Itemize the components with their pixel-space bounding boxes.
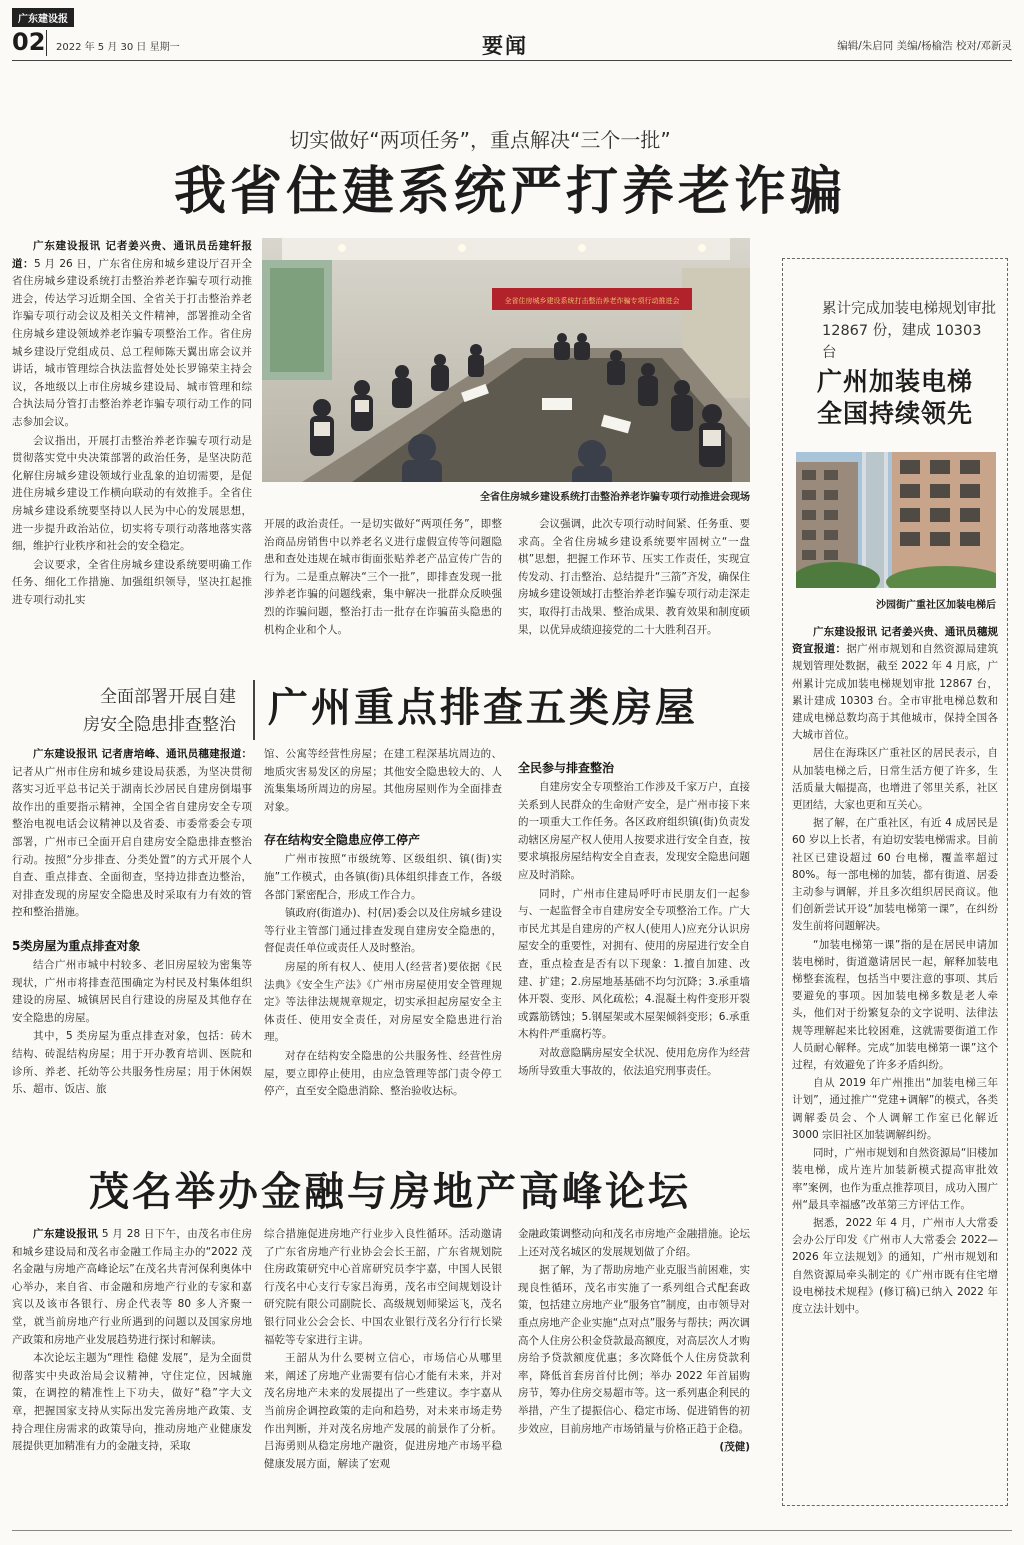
article1-paragraph: 开展的政治责任。一是切实做好“两项任务”，即整治商品房销售中以养老名义进行虚假宣传等问题隐患和查处违规在城市街面张贴养老产品宣传广告的行为。二是重点解决“三个一批”，即排查发现一批涉养老诈骗的问题线索，集中解决一批群众反映强烈的诈骗问题，整治打击一批存在诈骗苗头隐患的机构企业和个人。 (264, 518, 502, 636)
article3-column-3 (518, 1226, 750, 1458)
masthead (12, 8, 1012, 60)
article2-kicker (36, 683, 236, 739)
sidebar-byline: 广东建设报讯 记者姜兴贵、通讯员穗规资宣报道： (792, 626, 998, 656)
elevator-photo-caption: 沙园街广重社区加装电梯后 (876, 600, 996, 611)
article2-paragraph: 同时，广州市住建局呼吁市民朋友们一起参与、一起监督全市自建房安全专项整治工作。广大市民尤其是自建房的产权人(使用人)应充分认识房屋安全的重要性，对拥有、使用的房屋进行安全自查，重点检查是否有以下现象：1.擅自加建、改建、扩建；2.房屋地基基础不均匀沉降；3.承重墙体开裂、变形、风化疏松；4.混凝土构件变形开裂或露筋锈蚀；5.钢屋架或木屋架倾斜变形；6.承重木构件严重腐朽等。 (518, 887, 750, 1041)
article2-paragraph: 结合广州市城中村较多、老旧房屋较为密集等现状，广州市将排查范围确定为村民及村集体组织建设的房屋、城镇居民自行建设的房屋及其他存在安全隐患的房屋。 (12, 958, 252, 1024)
elevator-photo-image (796, 452, 996, 588)
sidebar-paragraph: “加装电梯第一课”指的是在居民申请加装电梯时，街道邀请居民一起，解释加装电梯整套流程，包括当中要注意的事项、其后要避免的事项。因加装电梯多数是老人牵头，他们对于纷繁复杂的文字说明、法律法规等理解起来比较困难，这就需要街道工作人员耐心解释。完成“加装电梯第一课”这个过程，有效避免了许多矛盾纠纷。 (792, 938, 998, 1072)
article2-paragraph: 其中，5 类房屋为重点排查对象，包括：砖木结构、砖混结构房屋；用于开办教育培训、医院和诊所、养老、托幼等公共服务性房屋；用于休闲娱乐、超市、饭店、旅 (12, 1030, 252, 1096)
article2-headline: 广州重点排查五类房屋 (268, 684, 698, 731)
article3-headline: 茂名举办金融与房地产高峰论坛 (89, 1168, 691, 1215)
article2-subhead: 5类房屋为重点排查对象 (12, 938, 141, 953)
article1-column-3 (518, 516, 750, 640)
article1-paragraph: 5 月 26 日，广东省住房和城乡建设厅召开全省住房城乡建设系统打击整治养老诈骗专项行动推进会，传达学习近期全国、全省关于打击整治养老诈骗专项行动会议及相关文件精神，部署推动全省住房城乡建设领域养老诈骗专项整治工作。省住房城乡建设厅党组成员、总工程师陈天翼出席会议并讲话，城市管理综合执法监督处处长罗锦荣主持会议，各地级以上市住房城乡建设局、城市管理和综合执法局分管打击整治养老诈骗专项行动工作的同志参加会议。 (12, 257, 252, 428)
sidebar-headline (792, 366, 998, 430)
article2-paragraph: 馆、公寓等经营性房屋；在建工程深基坑周边的、地质灾害易发区的房屋；其他安全隐患较大的、人流集集场所周边的房屋。其他房屋则作为全面排查对象。 (264, 748, 502, 813)
sidebar-body (792, 624, 998, 1319)
meeting-photo-caption: 全省住房城乡建设系统打击整治养老诈骗专项行动推进会现场 (480, 492, 750, 503)
elevator-photo (796, 452, 996, 588)
article2-paragraph: 镇政府(街道办)、村(居)委会以及住房城乡建设等行业主管部门通过排查发现自建房安全隐患的，督促责任单位或责任人及时整治。 (264, 907, 502, 955)
article1-headline: 我省住建系统严打养老诈骗 (173, 161, 846, 222)
article2-divider (253, 680, 255, 740)
article3-paragraph: 金融政策调整动向和茂名市房地产金融措施。论坛上还对茂名城区的发展规划做了介绍。 (518, 1228, 750, 1258)
meeting-photo-image (262, 238, 750, 482)
sidebar-paragraph: 同时，广州市规划和自然资源局“旧楼加装电梯，成片连片加装新模式提高审批效率”案例，也作为重点推荐项目，成功入围广州“最具幸福感”改革第三方评估工作。 (792, 1147, 998, 1211)
article2-byline: 广东建设报讯 记者唐培峰、通讯员穗建报道： (33, 748, 252, 760)
article2-paragraph: 自建房安全专项整治工作涉及千家万户，直接关系到人民群众的生命财产安全，是广州市接下来的一项重大工作任务。各区政府组织镇(街)负责发动辖区房屋产权人使用人按要求进行安全自查，按要求填报房屋结构安全自查表，发现安全隐患问题应及时消除。 (518, 781, 750, 881)
article2-kicker-line: 房安全隐患排查整治 (83, 715, 236, 735)
footer-rule (12, 1530, 1012, 1531)
header-rule (12, 60, 1012, 61)
meeting-photo (262, 238, 750, 482)
page-number: 02 (12, 28, 46, 56)
article2-column-3 (518, 758, 750, 1081)
sidebar-paragraph: 据悉，2022 年 4 月，广州市人大常委会办公厅印发《广州市人大常委会 2022—2026 年立法规划》的通知，广州市规划和自然资源局牵头制定的《广州市既有住宅增设电梯技术规程》(修订稿)已纳入 2022 年度立法计划中。 (792, 1216, 998, 1315)
article2-paragraph: 广州市按照“市级统筹、区级组织、镇(街)实施”工作模式，由各镇(街)具体组织排查工作，各级各部门紧密配合，形成工作合力。 (264, 853, 502, 901)
article3-paragraph: 5 月 28 日下午，由茂名市住房和城乡建设局和茂名市金融工作局主办的“2022 茂名金融与房地产高峰论坛”在茂名共青河保利奥体中心举办，来自省、市金融和房地产行业的专家和嘉宾以及该市各银行、房企代表等 80 多人齐聚一堂，就当前房地产行业所遇到的问题以及国家房地产政策和房地产业发展趋势进行探讨和解读。 (12, 1228, 253, 1346)
photo-banner-text: 全省住房城乡建设系统打击整治养老诈骗专项行动推进会 (504, 297, 680, 305)
article2-column-2 (264, 746, 502, 1102)
article3-signoff: (茂健) (719, 1441, 750, 1454)
editors-credit: 编辑/朱启同 美编/杨榆浩 校对/邓新灵 (837, 40, 1012, 52)
sidebar-paragraph: 居住在海珠区广重社区的居民表示，自从加装电梯之后，日常生活方便了许多，生活质量大幅提高，也增进了邻里关系，社区更团结，大家也更和互关心。 (792, 747, 998, 812)
sidebar-headline-line: 广州加装电梯 (816, 367, 973, 396)
paper-name: 广东建设报 (12, 8, 74, 27)
article3-column-2 (264, 1226, 502, 1474)
article1-column-2 (264, 516, 502, 640)
article1-kicker: 切实做好“两项任务”，重点解决“三个一批” (289, 128, 671, 152)
sidebar-paragraph: 据广州市规划和自然资源局建筑规划管理处数据，截至 2022 年 4 月底，广州累计完成加装电梯规划审批 12867 台，累计建成 10303 台。全市审批电梯总数和建成电梯总数均高于其他城市，保持全国各大城市首位。 (792, 643, 999, 742)
article1-paragraph: 会议要求，全省住房城乡建设系统要明确工作任务、细化工作措施、加强组织领导，坚决扛起推进专项行动扎实 (12, 558, 252, 606)
article2-paragraph: 对存在结构安全隐患的公共服务性、经营性房屋，要立即停止使用，由应急管理等部门责令停工停产，直至安全隐患消除、整治验收达标。 (264, 1049, 502, 1098)
article2-paragraph: 记者从广州市住房和城乡建设局获悉，为坚决贯彻落实习近平总书记关于湖南长沙居民自建房倒塌事故作出的重要指示精神，全国全省自建房安全专项整治电视电话会议精神以及省委、市委常委会专项部署，广州市已全面开启自建房安全隐患排查整治行动。按照“分步排查、分类处置”的方式开展个人自查、重点排查、全面彻查，坚持边排查边整治，对排查发现的房屋安全隐患及时采取有力有效的管控和整治措施。 (12, 765, 252, 919)
article1-paragraph: 会议指出，开展打击整治养老诈骗专项行动是贯彻落实党中央决策部署的政治任务，是坚决防范化解住房城乡建设领域行业乱象的迫切需要，是促进住房城乡建设工作横向联动的有效推手。全省住房城乡建设系统要坚持以人民为中心的发展思想，进一步提升政治站位，切实将专项行动落地落实落细，维护行业秩序和社会的安全稳定。 (12, 434, 252, 553)
sidebar-headline-line: 全国持续领先 (816, 399, 973, 428)
article3-byline: 广东建设报讯 (33, 1228, 99, 1240)
article2-column-1 (12, 746, 252, 1100)
article2-subhead: 全民参与排查整治 (518, 761, 615, 775)
article2-kicker-line: 全面部署开展自建 (100, 687, 236, 707)
article2-subhead: 存在结构安全隐患应停工停产 (264, 833, 421, 848)
article3-paragraph: 据了解，为了帮助房地产业克服当前困难，实现良性循环，茂名市实施了一系列组合式配套政策，包括建立房地产业“服务官”制度，由市领导对重点房地产企业实施“点对点”服务与帮扶；两次调高个人住房公积金贷款最高额度，对高层次人才购房给予贷款额度优惠；多次降低个人住房贷款利率，降低首套房首付比例；举办 2022 年首届购房节，筹办住房交易超市等。这一系列惠企利民的举措，产生了提振信心、稳定市场、促进销售的初步效应，目前房地产市场销量与价格正趋于企稳。 (518, 1264, 750, 1435)
sidebar-paragraph: 自从 2019 年广州推出“加装电梯三年计划”，通过推广“党建+调解”的模式，各类调解委员会、个人调解工作室已化解近 3000 宗旧社区加装调解纠纷。 (792, 1077, 998, 1141)
article3-paragraph: 王韶从为什么要树立信心，市场信心从哪里来，阐述了房地产业需要有信心才能有未来，并对茂名房地产未来的发展提出了一些建议。李宇嘉从当前房企调控政策的走向和趋势，对未来市场走势作出判断，并对茂名房地产发展的前景作了分析。吕海勇则从稳定房地产融资，促进房地产市场平稳健康发展方面，解读了宏观 (264, 1352, 502, 1470)
article1-column-1 (12, 238, 252, 610)
sidebar-paragraph: 据了解，在广重社区，有近 4 成居民是 60 岁以上长者，有迫切安装电梯需求。目前社区已建设超过 60 台电梯，覆盖率超过 80%。每一部电梯的加装，都有街道、居委主动参与调解，并且多次组织居民商议。他们创新尝试开设“加装电梯第一课”，在纠纷发生前将问题解决。 (792, 817, 998, 933)
article3-paragraph: 本次论坛主题为“理性 稳健 发展”，是为全面贯彻落实中央政治局会议精神，守住定位，因城施策，在调控的精准性上下功夫，做好“稳”字大文章，把握国家支持从实际出发完善房地产政策、支持合理住房需求的政策导向，推动房地产业健康发展提供更加精准有力的金融支持，采取 (12, 1352, 252, 1453)
article2-paragraph: 房屋的所有权人、使用人(经营者)要依据《民法典》《安全生产法》《广州市房屋使用安全管理规定》等法律法规规章规定，切实承担起房屋安全主体责任、使用安全责任，对房屋安全隐患进行治理。 (264, 960, 502, 1044)
issue-date: 2022 年 5 月 30 日 星期一 (56, 42, 180, 53)
header-divider (46, 30, 47, 56)
article3-column-1 (12, 1226, 252, 1457)
section-name: 要闻 (482, 34, 528, 58)
article3-paragraph: 综合措施促进房地产行业步入良性循环。活动邀请了广东省房地产行业协会会长王韶，广东省规划院住房政策研究中心首席研究员李宇嘉，中国人民银行茂名中心支行专家吕海勇，茂名市空间规划设计研究院有限公司副院长、高级规划师梁运飞，茂名银行同业公会会长、中国农业银行茂名分行行长梁福乾等专家进行主讲。 (264, 1228, 502, 1346)
article1-byline: 广东建设报讯 记者姜兴贵、通讯员岳建轩报道： (12, 240, 252, 270)
article1-paragraph: 会议强调，此次专项行动时间紧、任务重、要求高。全省住房城乡建设系统要牢固树立“一盘棋”思想，把握工作环节、压实工作责任，实现宣传发动、打击整治、总结提升“三箭”齐发，确保住房城乡建设领域打击整治养老诈骗专项行动走深走实，取得打击战果、整治成果、教育效果和制度硕果，以优异成绩迎接党的二十大胜利召开。 (518, 518, 750, 636)
sidebar-kicker: 累计完成加装电梯规划审批 12867 份，建成 10303 台 (822, 301, 996, 361)
article2-paragraph: 对故意隐瞒房屋安全状况、使用危房作为经营场所导致重大事故的，依法追究刑事责任。 (518, 1046, 750, 1077)
